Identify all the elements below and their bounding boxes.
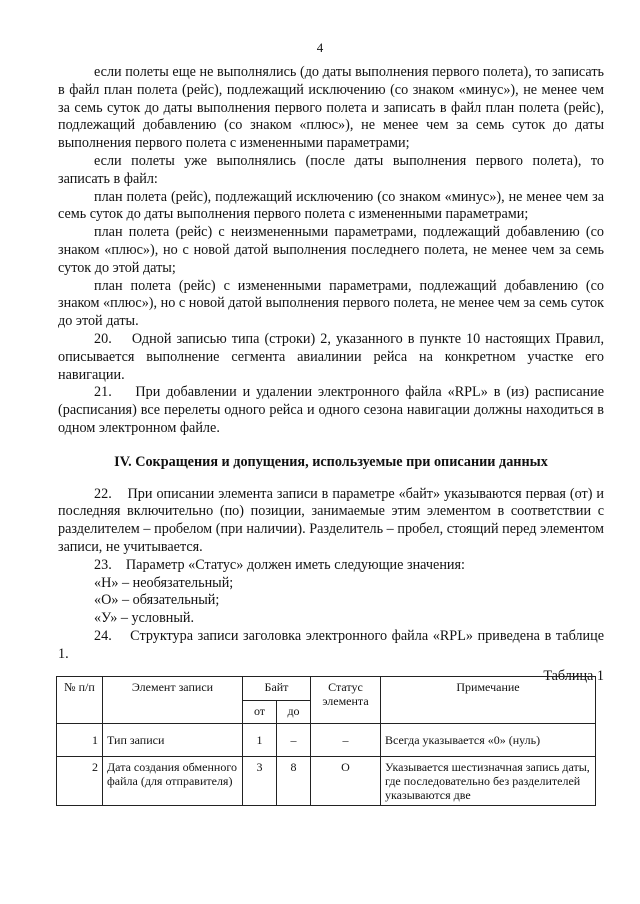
record-structure-table	[56, 676, 596, 806]
section-heading: IV. Сокращения и допущения, используемые при описании данных	[114, 453, 548, 470]
header-num: № п/п	[57, 677, 103, 724]
header-to: до	[277, 700, 311, 724]
cell-num: 1	[57, 724, 103, 757]
cell-element: Тип записи	[103, 724, 243, 757]
paragraph: если полеты уже выполнялись (после даты выполнения первого полета), то записать в файл:	[58, 152, 604, 187]
header-byte: Байт	[243, 677, 311, 701]
paragraph: план полета (рейс) с измененными параметрами, подлежащий добавлению (со знаком «плюс»), но с новой датой выполнения первого полета, не менее чем за семь суток до этой даты.	[58, 277, 604, 330]
paragraph-24: 24. Структура записи заголовка электронного файла «RPL» приведена в таблице 1.	[58, 627, 604, 662]
status-value-n: «Н» – необязательный;	[94, 574, 234, 591]
cell-element: Дата создания обменного файла (для отправителя)	[103, 757, 243, 806]
header-element: Элемент записи	[103, 677, 243, 724]
cell-num: 2	[57, 757, 103, 806]
page-number: 4	[316, 40, 324, 55]
paragraph: план полета (рейс), подлежащий исключению (со знаком «минус»), не менее чем за семь суток до даты выполнения первого полета с измененными параметрами;	[58, 188, 604, 223]
header-note: Примечание	[381, 677, 596, 724]
paragraph-22: 22. При описании элемента записи в параметре «байт» указываются первая (от) и последняя включительно (по) позиции, занимаемые этим элементом в соответствии с разделителем – пробелом (при наличии). Разделитель – пробел, стоящий перед элементом записи, не учитывается.	[58, 485, 604, 555]
status-value-u: «У» – условный.	[94, 610, 195, 627]
document-body	[58, 64, 604, 685]
cell-status: О	[311, 757, 381, 806]
cell-from: 3	[243, 757, 277, 806]
table-row	[57, 757, 596, 806]
cell-from: 1	[243, 724, 277, 757]
paragraph-20: 20. Одной записью типа (строки) 2, указанного в пункте 10 настоящих Правил, описывается выполнение сегмента авиалинии рейса на конкретном участке его навигации.	[58, 330, 604, 383]
cell-status: –	[311, 724, 381, 757]
table-header-row	[57, 677, 596, 701]
cell-note: Указывается шестизначная запись даты, где последовательно без разделителей указываются две	[381, 757, 596, 806]
paragraph: план полета (рейс) с неизмененными параметрами, подлежащий добавлению (со знаком «плюс»), но с новой датой выполнения последнего полета, не менее чем за семь суток до этой даты;	[58, 224, 604, 276]
paragraph: если полеты еще не выполнялись (до даты выполнения первого полета), то записать в файл план полета (рейс), подлежащий исключению (со знаком «минус»), не менее чем за семь суток до даты выполнения первого полета и записать в файл план полета (рейс), подлежащий добавлению (со знаком «плюс»), не менее чем за семь суток до даты выполнения первого полета с измененными параметрами;	[58, 64, 604, 152]
table-row	[57, 724, 596, 757]
paragraph-21: 21. При добавлении и удалении электронного файла «RPL» в (из) расписание (расписания) все перелеты одного рейса и одного сезона навигации должны находиться в одном электронном файле.	[58, 384, 604, 436]
paragraph-23: 23. Параметр «Статус» должен иметь следующие значения:	[94, 556, 465, 573]
cell-to: –	[277, 724, 311, 757]
header-status: Статус элемента	[311, 677, 381, 724]
header-from: от	[243, 700, 277, 724]
cell-to: 8	[277, 757, 311, 806]
table-caption: Таблица 1	[543, 667, 604, 684]
status-value-o: «О» – обязательный;	[94, 592, 220, 609]
cell-note: Всегда указывается «0» (нуль)	[381, 724, 596, 757]
